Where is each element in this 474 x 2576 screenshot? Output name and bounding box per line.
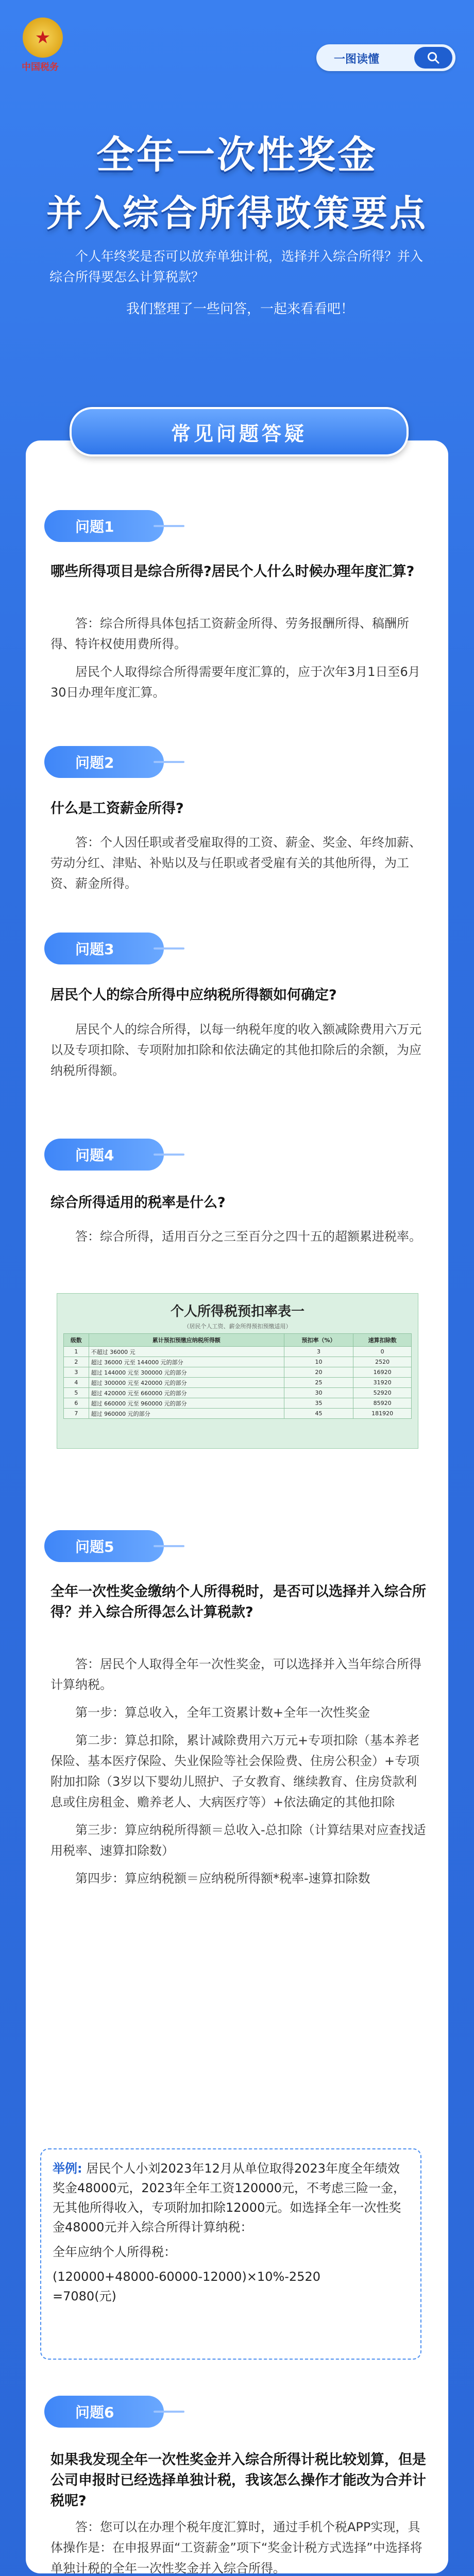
- table-cell: 16920: [353, 1367, 412, 1378]
- table-row: [64, 1357, 412, 1367]
- question-tag-6: 问题6: [44, 2396, 164, 2428]
- intro-paragraph: 个人年终奖是否可以放弃单独计税，选择并入综合所得？并入综合所得要怎么计算税款？: [49, 249, 424, 284]
- table-cell: 85920: [353, 1398, 412, 1409]
- table-header: 级数: [64, 1334, 89, 1347]
- tax-table-body: [64, 1347, 412, 1419]
- tax-table-title: 个人所得税预扣率表一: [170, 1304, 304, 1319]
- question-tag-1: 问题1: [44, 510, 164, 542]
- question-3: 居民个人的综合所得中应纳税所得额如何确定?: [50, 987, 337, 1003]
- table-cell: 30: [284, 1388, 353, 1398]
- example-line3: =7080(元): [53, 2289, 116, 2303]
- table-cell: 4: [64, 1378, 89, 1388]
- table-cell: 超过 960000 元的部分: [89, 1409, 284, 1419]
- example-label: 举例:: [53, 2161, 82, 2176]
- question-tag-3: 问题3: [44, 933, 164, 964]
- table-cell: 0: [353, 1347, 412, 1357]
- answer-5-step2: 第二步：算总扣除，累计减除费用六万元+专项扣除（基本养老保险、基本医疗保险、失业保险等社会保险费、住房公积金）+专项附加扣除（3岁以下婴幼儿照护、子女教育、继续教育、住房贷款利息或住房租金、赡养老人、大病医疗等）+依法确定的其他扣除: [50, 1733, 420, 1809]
- table-row: [64, 1347, 412, 1357]
- answer-5-para: 答：居民个人取得全年一次性奖金，可以选择并入当年综合所得计算纳税。: [50, 1657, 421, 1692]
- table-header: 速算扣除数: [353, 1334, 412, 1347]
- table-cell: 7: [64, 1409, 89, 1419]
- table-cell: 超过 300000 元至 420000 元的部分: [89, 1378, 284, 1388]
- question-tag-4: 问题4: [44, 1139, 164, 1171]
- answer-4-para: 答：综合所得，适用百分之三至百分之四十五的超额累进税率。: [75, 1229, 421, 1244]
- table-cell: 1: [64, 1347, 89, 1357]
- question-4: 综合所得适用的税率是什么?: [50, 1195, 226, 1211]
- table-row: [64, 1367, 412, 1378]
- question-tag-2: 问题2: [44, 746, 164, 778]
- answer-2: [50, 832, 427, 901]
- example-line2: (120000+48000-60000-12000)×10%-2520: [53, 2269, 321, 2284]
- table-cell: 31920: [353, 1378, 412, 1388]
- table-cell: 52920: [353, 1388, 412, 1398]
- table-header: 累计预扣预缴应纳税所得额: [89, 1334, 284, 1347]
- question-tag-5: 问题5: [44, 1530, 164, 1562]
- answer-5-step3: 第三步：算应纳税所得额＝总收入-总扣除（计算结果对应查找适用税率、速算扣除数）: [50, 1823, 426, 1858]
- table-row: [64, 1378, 412, 1388]
- tax-table-subtitle: （居民个人工资、薪金所得预扣预缴适用）: [183, 1323, 292, 1330]
- tax-table: [63, 1333, 412, 1419]
- example-line1: 全年应纳个人所得税：: [53, 2245, 176, 2259]
- answer-5-step4: 第四步：算应纳税额＝应纳税所得额*税率-速算扣除数: [75, 1871, 370, 1886]
- intro-line: 我们整理了一些问答，一起来看看吧！: [126, 301, 354, 317]
- brand-text: 中国税务: [22, 62, 59, 73]
- table-cell: 25: [284, 1378, 353, 1388]
- answer-2-para: 答：个人因任职或者受雇取得的工资、薪金、奖金、年终加薪、劳动分红、津贴、补贴以及与任职或者受雇有关的其他所得，为工资、薪金所得。: [50, 835, 421, 891]
- table-cell: 2: [64, 1357, 89, 1367]
- table-row: [64, 1409, 412, 1419]
- answer-5: [50, 1654, 427, 1896]
- table-cell: 超过 144000 元至 300000 元的部分: [89, 1367, 284, 1378]
- answer-1-para: 居民个人取得综合所得需要年度汇算的，应于次年3月1日至6月30日办理年度汇算。: [50, 665, 420, 700]
- answer-6: [50, 2517, 427, 2576]
- answer-3: [50, 1019, 427, 1088]
- table-cell: 超过 420000 元至 660000 元的部分: [89, 1388, 284, 1398]
- example-box: [40, 2148, 421, 2360]
- table-header: 预扣率（%）: [284, 1334, 353, 1347]
- table-row: [64, 1398, 412, 1409]
- answer-3-para: 居民个人的综合所得，以每一纳税年度的收入额减除费用六万元以及专项扣除、专项附加扣除和依法确定的其他扣除后的余额，为应纳税所得额。: [50, 1022, 421, 1078]
- tax-rate-table: [57, 1293, 418, 1449]
- table-cell: 3: [284, 1347, 353, 1357]
- question-2: 什么是工资薪金所得?: [50, 801, 184, 817]
- intro-block: [49, 246, 431, 287]
- faq-title: 常见问题答疑: [70, 407, 409, 456]
- example-body: 居民个人小刘2023年12月从单位取得2023年度全年绩效奖金48000元，2023年全年工资120000元，不考虑三险一金，无其他所得收入，专项附加扣除12000元。如选择全年一次性奖金48000元并入综合所得计算纳税：: [53, 2161, 406, 2234]
- table-row: [64, 1388, 412, 1398]
- page-title-line2: 并入综合所得政策要点: [46, 192, 428, 234]
- table-cell: 超过 36000 元至 144000 元的部分: [89, 1357, 284, 1367]
- read-pill-label: 一图读懂: [334, 53, 380, 66]
- table-cell: 3: [64, 1367, 89, 1378]
- answer-6-para: 答：您可以在办理个税年度汇算时，通过手机个税APP实现，具体操作是：在申报界面“工资薪金”项下“奖金计税方式选择”中选择将单独计税的全年一次性奖金并入综合所得。: [50, 2520, 422, 2575]
- answer-4: [50, 1226, 427, 1254]
- question-5: 全年一次性奖金缴纳个人所得税时，是否可以选择并入综合所得？并入综合所得怎么计算税款?: [50, 1584, 426, 1620]
- table-cell: 6: [64, 1398, 89, 1409]
- page-title-line1: 全年一次性奖金: [96, 133, 378, 177]
- answer-1-para: 答：综合所得具体包括工资薪金所得、劳务报酬所得、稿酬所得、特许权使用费所得。: [50, 616, 409, 651]
- search-icon: [427, 51, 440, 64]
- table-cell: 45: [284, 1409, 353, 1419]
- answer-5-step1: 第一步：算总收入，全年工资累计数+全年一次性奖金: [75, 1705, 370, 1720]
- answer-1: [50, 613, 427, 710]
- tax-emblem-icon: ★: [23, 18, 63, 58]
- table-cell: 超过 660000 元至 960000 元的部分: [89, 1398, 284, 1409]
- table-cell: 不超过 36000 元: [89, 1347, 284, 1357]
- example-text: [53, 2159, 409, 2237]
- question-6: 如果我发现全年一次性奖金并入综合所得计税比较划算，但是公司申报时已经选择单独计税，我该怎么操作才能改为合并计税呢?: [50, 2452, 426, 2509]
- table-cell: 2520: [353, 1357, 412, 1367]
- table-cell: 181920: [353, 1409, 412, 1419]
- question-1: 哪些所得项目是综合所得?居民个人什么时候办理年度汇算?: [50, 564, 415, 580]
- table-cell: 20: [284, 1367, 353, 1378]
- table-cell: 10: [284, 1357, 353, 1367]
- search-button[interactable]: [414, 47, 452, 69]
- table-cell: 35: [284, 1398, 353, 1409]
- read-pill[interactable]: [316, 44, 455, 71]
- table-cell: 5: [64, 1388, 89, 1398]
